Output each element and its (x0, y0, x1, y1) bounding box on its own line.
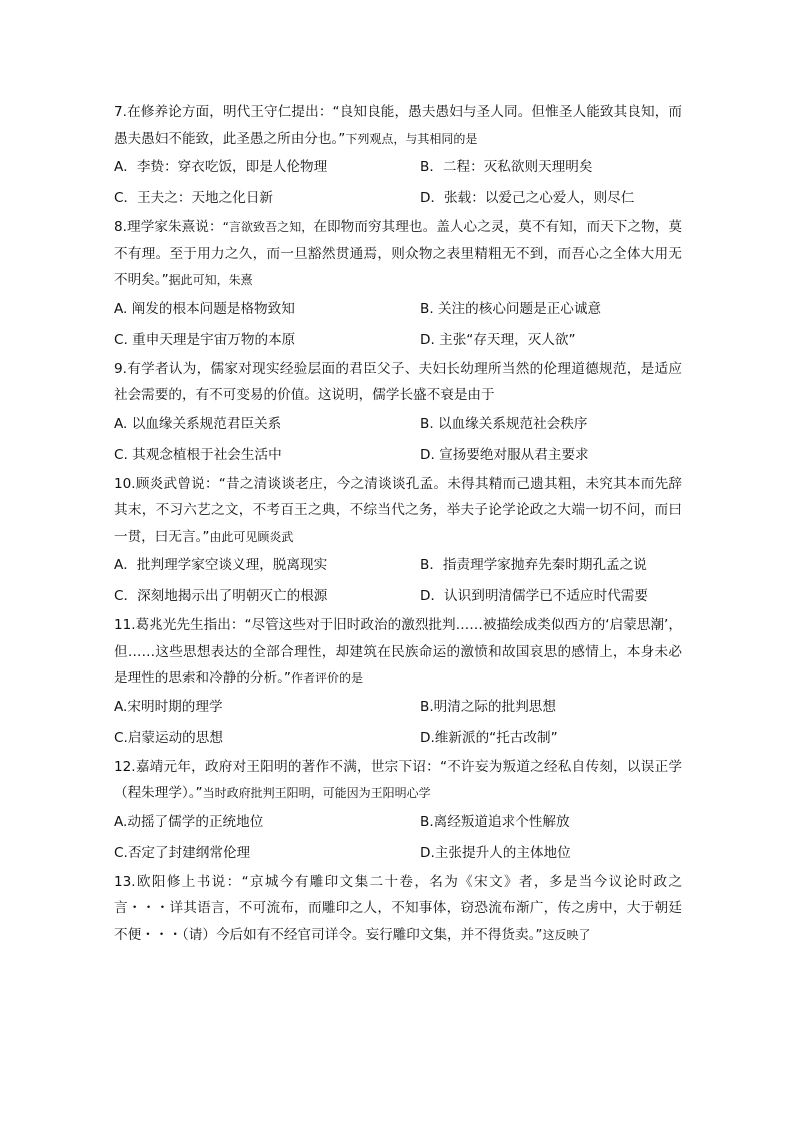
option-c[interactable]: C.否定了封建纲常伦理 (114, 844, 251, 861)
question-stem (114, 471, 682, 551)
option-a[interactable]: A.动摇了儒学的正统地位 (114, 813, 264, 830)
option-b[interactable]: B．二程：灭私欲则天理明矣 (420, 159, 593, 175)
question-13 (114, 869, 682, 949)
question-list (114, 99, 682, 948)
stem-quote-rest: 在即物而穷其理也。盖人心之灵，莫不有知，而天下之物，莫不有理。至于用力之久，而一旦豁然贯通焉，则众物之表里精粗无不到，而吾心之全体大用无不明矣。” (114, 219, 682, 288)
stem-text: 11.葛兆光先生指出：“尽管这些对于旧时政治的激烈批判……被描绘成类似西方的‘启蒙思潮’，但……这些思想表达的全部合理性，却建筑在民族命运的激愤和故国哀思的感情上，本身未必是理性的思索和冷静的分析。” (114, 617, 682, 686)
stem-text: 9.有学者认为，儒家对现实经验层面的君臣父子、夫妇长幼理所当然的伦理道德规范，是适应社会需要的，有不可变易的价值。这说明，儒学长盛不衰是由于 (114, 360, 682, 403)
option-d[interactable]: D.维新派的“托古改制” (420, 729, 558, 746)
option-c[interactable]: C．王夫之：天地之化日新 (114, 190, 274, 206)
stem-tail: 作者评价的是 (290, 671, 363, 685)
option-a[interactable]: A. 阐发的根本问题是格物致知 (114, 300, 295, 317)
question-12 (114, 754, 682, 869)
question-stem (114, 99, 682, 152)
option-b[interactable]: B.离经叛道追求个性解放 (420, 813, 570, 830)
question-stem (114, 612, 682, 692)
options (114, 409, 682, 471)
stem-text: 10.顾炎武曾说：“昔之清谈谈老庄，今之清谈谈孔孟。未得其精而己遗其粗，未究其本而先辞其末，不习六艺之文，不考百王之典，不综当代之务，举夫子论学论政之大端一切不问，而曰一贯，曰无言。” (114, 475, 682, 545)
option-d[interactable]: D．认识到明清儒学已不适应时代需要 (420, 588, 648, 604)
options (114, 692, 682, 754)
option-c[interactable]: C．深刻地揭示出了明朝灭亡的根源 (114, 588, 328, 604)
stem-tail: 当时政府批判王阳明，可能因为王阳明心学 (202, 786, 431, 800)
option-d[interactable]: D．张载：以爱己之心爱人，则尽仁 (420, 190, 635, 206)
options (114, 550, 682, 612)
option-b[interactable]: B. 关注的核心问题是正心诚意 (420, 300, 602, 317)
question-7 (114, 99, 682, 214)
question-8 (114, 214, 682, 356)
option-a[interactable]: A.宋明时期的理学 (114, 698, 223, 715)
option-d[interactable]: D. 主张“存天理，灭人欲” (420, 331, 576, 348)
option-c[interactable]: C. 重申天理是宇宙万物的本原 (114, 331, 296, 348)
option-c[interactable]: C. 其观念植根于社会生活中 (114, 446, 282, 463)
question-stem (114, 754, 682, 807)
stem-quote-start: “言欲致吾之知， (222, 220, 314, 234)
stem-tail: 这反映了 (542, 927, 591, 942)
option-a[interactable]: A. 以血缘关系规范君臣关系 (114, 415, 282, 432)
question-9 (114, 356, 682, 471)
options (114, 294, 682, 356)
stem-text: 8.理学家朱熹说： (114, 219, 223, 235)
options (114, 807, 682, 869)
stem-tail: 据此可知，朱熹 (168, 273, 253, 287)
options (114, 152, 682, 214)
option-a[interactable]: A．批判理学家空谈义理，脱离现实 (114, 557, 328, 573)
question-10 (114, 471, 682, 613)
stem-text: 13.欧阳修上书说：“京城今有雕印文集二十卷，名为《宋文》者，多是当今议论时政之言・・・详其语言，不可流布，而雕印之人，不知事体，窃恐流布渐广，传之虏中，大于朝廷不便・・・（请）今后如有不经官司详令。妄行雕印文集，并不得货卖。” (114, 873, 682, 943)
stem-tail: 下列观点，与其相同的是 (345, 131, 478, 146)
stem-text: 12.嘉靖元年，政府对王阳明的著作不满，世宗下诏：“不许妄为叛道之经私自传刻，以误正学（程朱理学）。” (114, 758, 682, 801)
option-b[interactable]: B. 以血缘关系规范社会秩序 (420, 415, 588, 432)
question-11 (114, 612, 682, 754)
question-stem (114, 356, 682, 409)
option-c[interactable]: C.启蒙运动的思想 (114, 729, 223, 746)
stem-tail: 由此可见顾炎武 (209, 529, 294, 544)
option-d[interactable]: D.主张提升人的主体地位 (420, 844, 571, 861)
stem-text: 7.在修养论方面，明代王守仁提出：“良知良能，愚夫愚妇与圣人同。但惟圣人能致其良知，而愚夫愚妇不能致，此圣愚之所由分也。” (114, 104, 682, 147)
option-b[interactable]: B.明清之际的批判思想 (420, 698, 556, 715)
question-stem (114, 214, 682, 294)
option-d[interactable]: D. 宣扬要绝对服从君主要求 (420, 446, 589, 463)
option-b[interactable]: B．指责理学家抛弃先秦时期孔孟之说 (420, 557, 647, 573)
question-stem (114, 869, 682, 949)
option-a[interactable]: A．李贽：穿衣吃饭，即是人伦物理 (114, 159, 328, 175)
